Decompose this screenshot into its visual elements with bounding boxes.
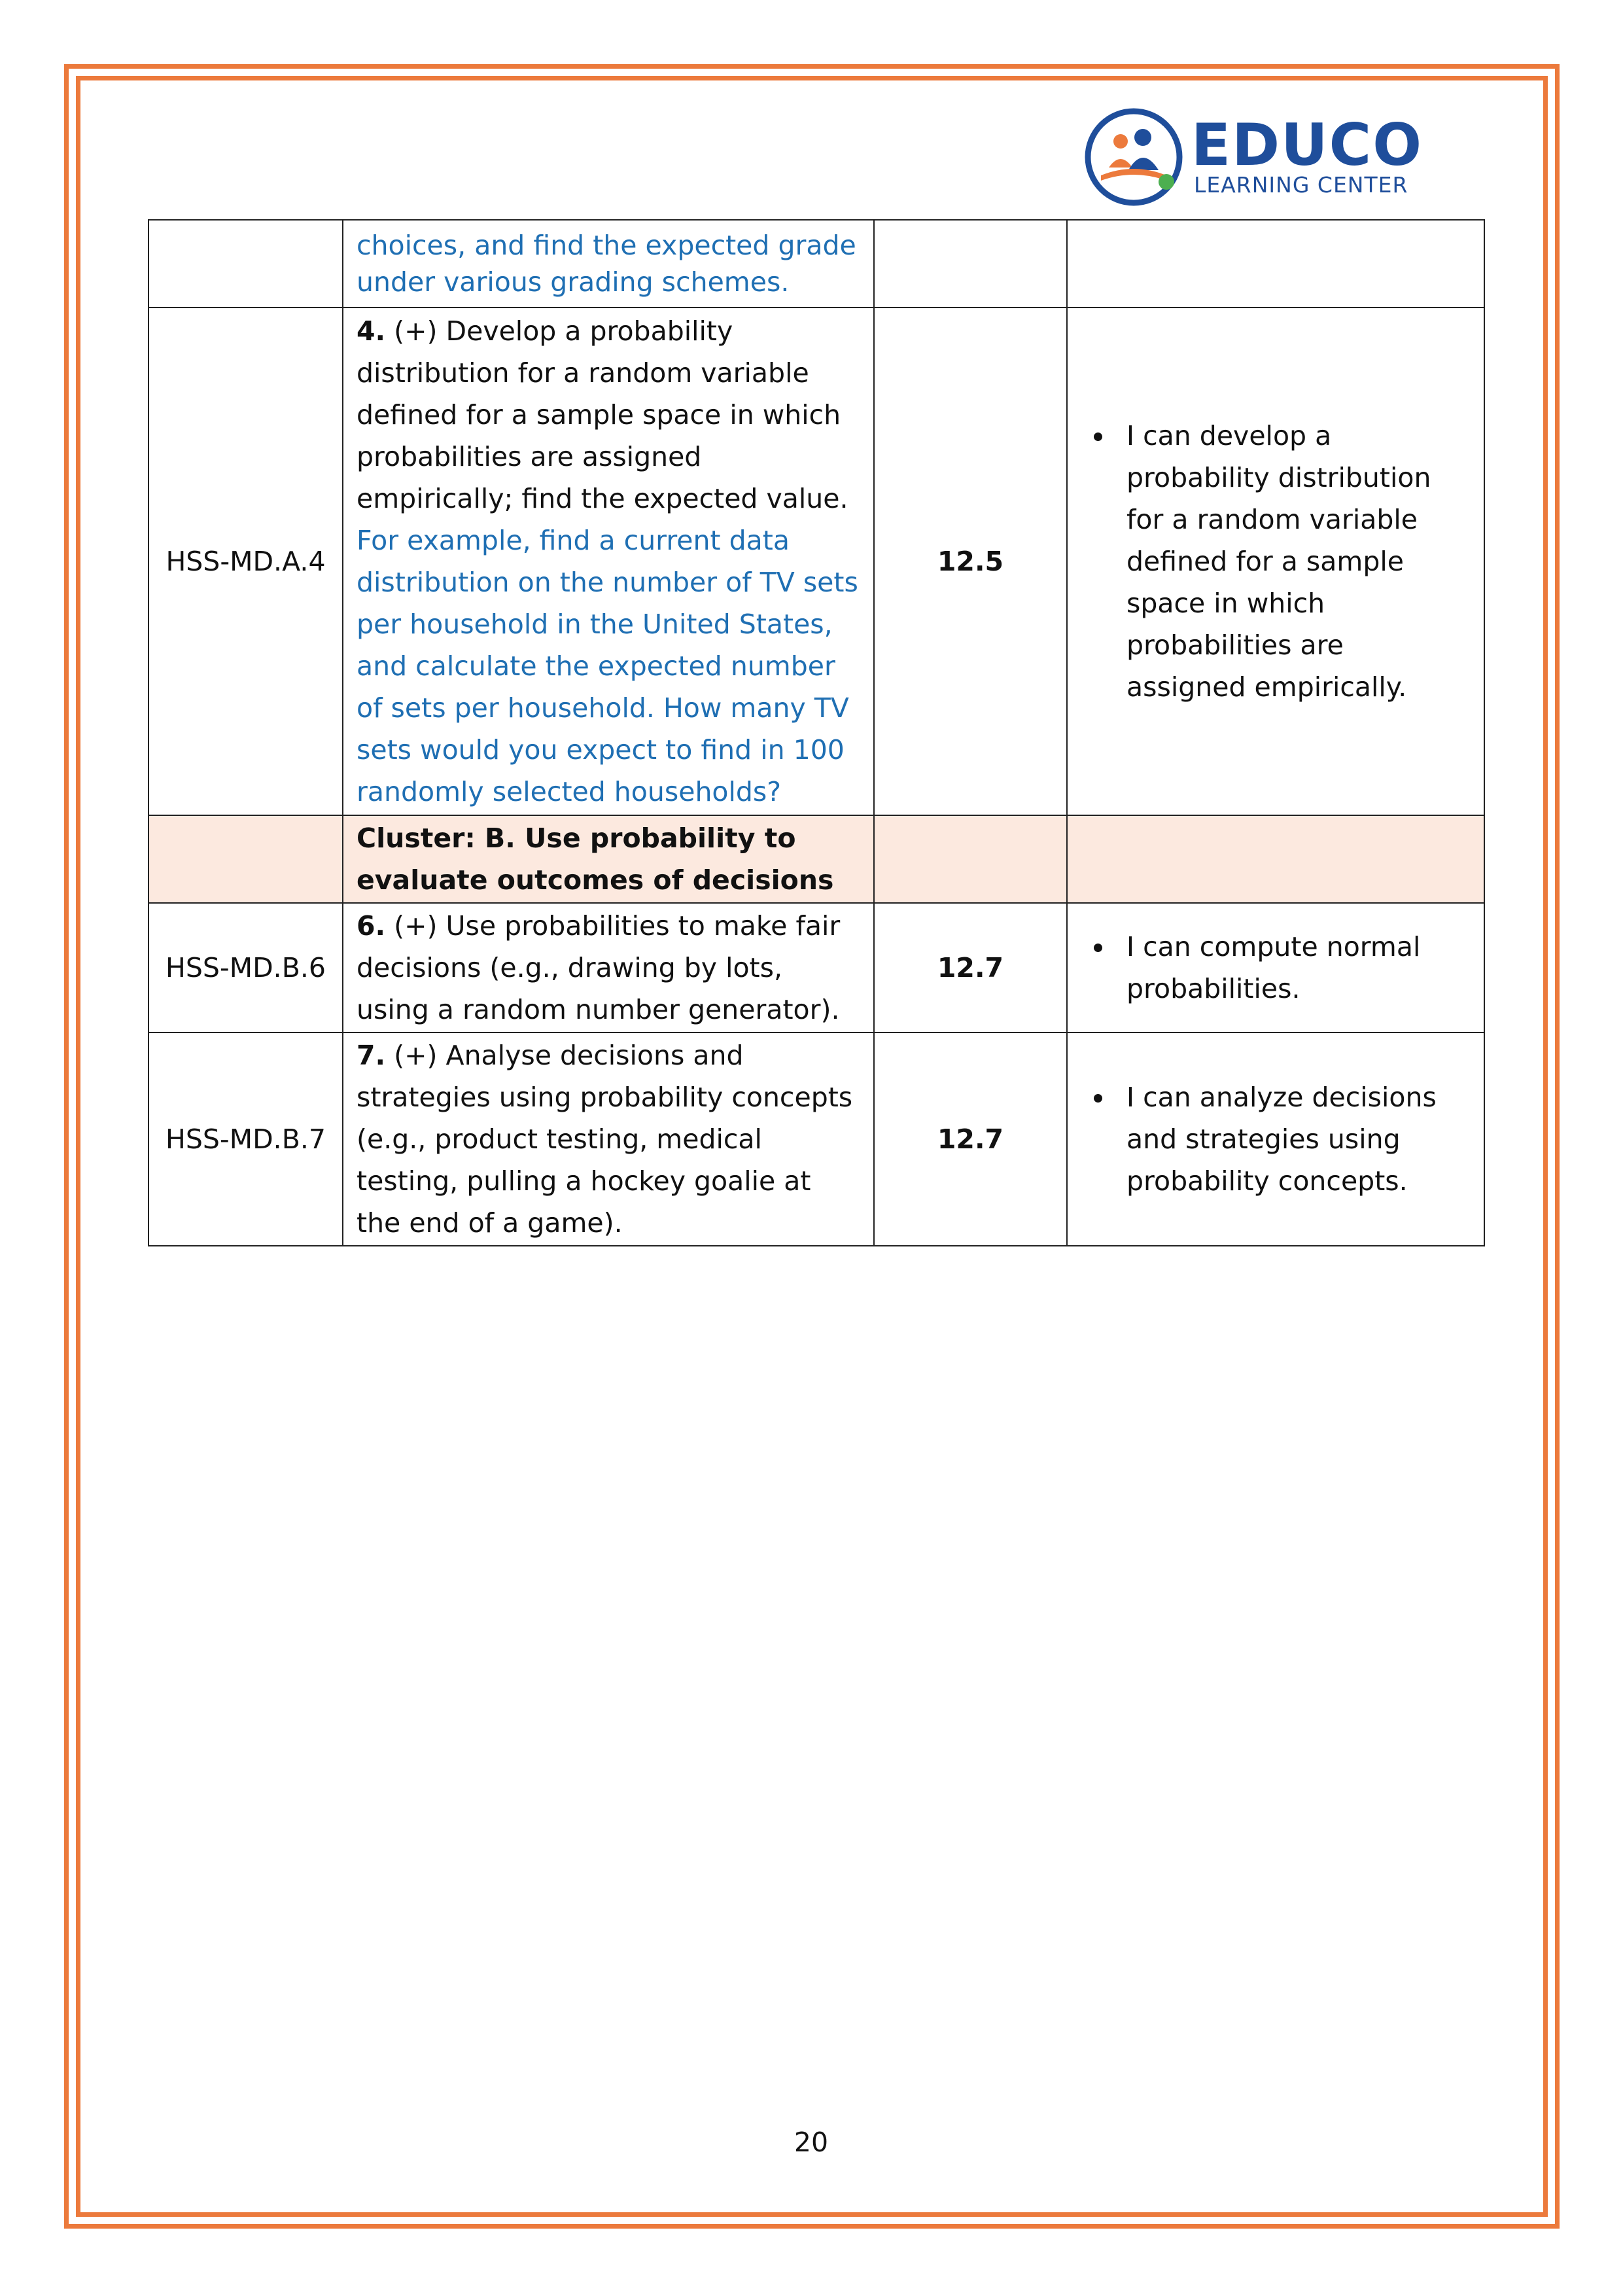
standard-text: (+) Analyse decisions and strategies using probability concepts (e.g., product testing, medical testing, pulling a hockey goalie at the end of a game). (357, 1040, 853, 1239)
standards-table (148, 219, 1485, 1246)
i-can-statement: • I can develop a probability distribution for a random variable defined for a sample space in which probabilities are assigned empirically. (1115, 415, 1471, 708)
chapter-number: 12.7 (874, 903, 1067, 1033)
i-can-list (1081, 926, 1471, 1010)
chapter-cell (874, 220, 1067, 308)
cluster-empty-cell (1067, 815, 1484, 903)
i-can-cell (1067, 220, 1484, 308)
i-can-cell (1067, 903, 1484, 1033)
standard-text: (+) Develop a probability distribution for a random variable defined for a sample space in which probabilities are assigned empirically; find the expected value. (357, 315, 848, 514)
i-can-list (1081, 1076, 1471, 1202)
standard-number: 6. (357, 910, 386, 942)
cluster-empty-cell (148, 815, 343, 903)
standard-code: HSS-MD.B.6 (148, 903, 343, 1033)
standard-example-text: choices, and find the expected grade under various grading schemes. (343, 220, 874, 308)
i-can-statement: • I can analyze decisions and strategies using probability concepts. (1115, 1076, 1471, 1202)
educo-logo (1083, 105, 1423, 208)
standard-code-cell (148, 220, 343, 308)
standard-description (343, 1033, 874, 1246)
table-row (148, 220, 1484, 308)
table-row (148, 903, 1484, 1033)
table-row (148, 308, 1484, 815)
standard-description (343, 308, 874, 815)
logo-wordmark: EDUCO (1191, 111, 1423, 179)
standard-example-text: For example, find a current data distribution on the number of TV sets per household in the United States, and calculate the expected number of sets per household. How many TV sets would you expect to find in 100 randomly selected households? (357, 525, 858, 807)
i-can-cell (1067, 308, 1484, 815)
i-can-list (1081, 415, 1471, 708)
chapter-number: 12.7 (874, 1033, 1067, 1246)
standard-number: 7. (357, 1040, 386, 1071)
cluster-empty-cell (874, 815, 1067, 903)
standard-code: HSS-MD.B.7 (148, 1033, 343, 1246)
cluster-row (148, 815, 1484, 903)
table-row (148, 1033, 1484, 1246)
educo-logo-icon (1083, 105, 1187, 208)
i-can-statement: • I can compute normal probabilities. (1115, 926, 1471, 1010)
logo-subtitle: LEARNING CENTER (1194, 172, 1408, 198)
chapter-number: 12.5 (874, 308, 1067, 815)
cluster-label: Cluster: B. Use probability to evaluate outcomes of decisions (343, 815, 874, 903)
standard-text: (+) Use probabilities to make fair decisions (e.g., drawing by lots, using a random number generator). (357, 910, 841, 1025)
standard-code: HSS-MD.A.4 (148, 308, 343, 815)
standard-description (343, 903, 874, 1033)
standard-number: 4. (357, 315, 386, 347)
page-number: 20 (794, 2127, 829, 2158)
i-can-cell (1067, 1033, 1484, 1246)
